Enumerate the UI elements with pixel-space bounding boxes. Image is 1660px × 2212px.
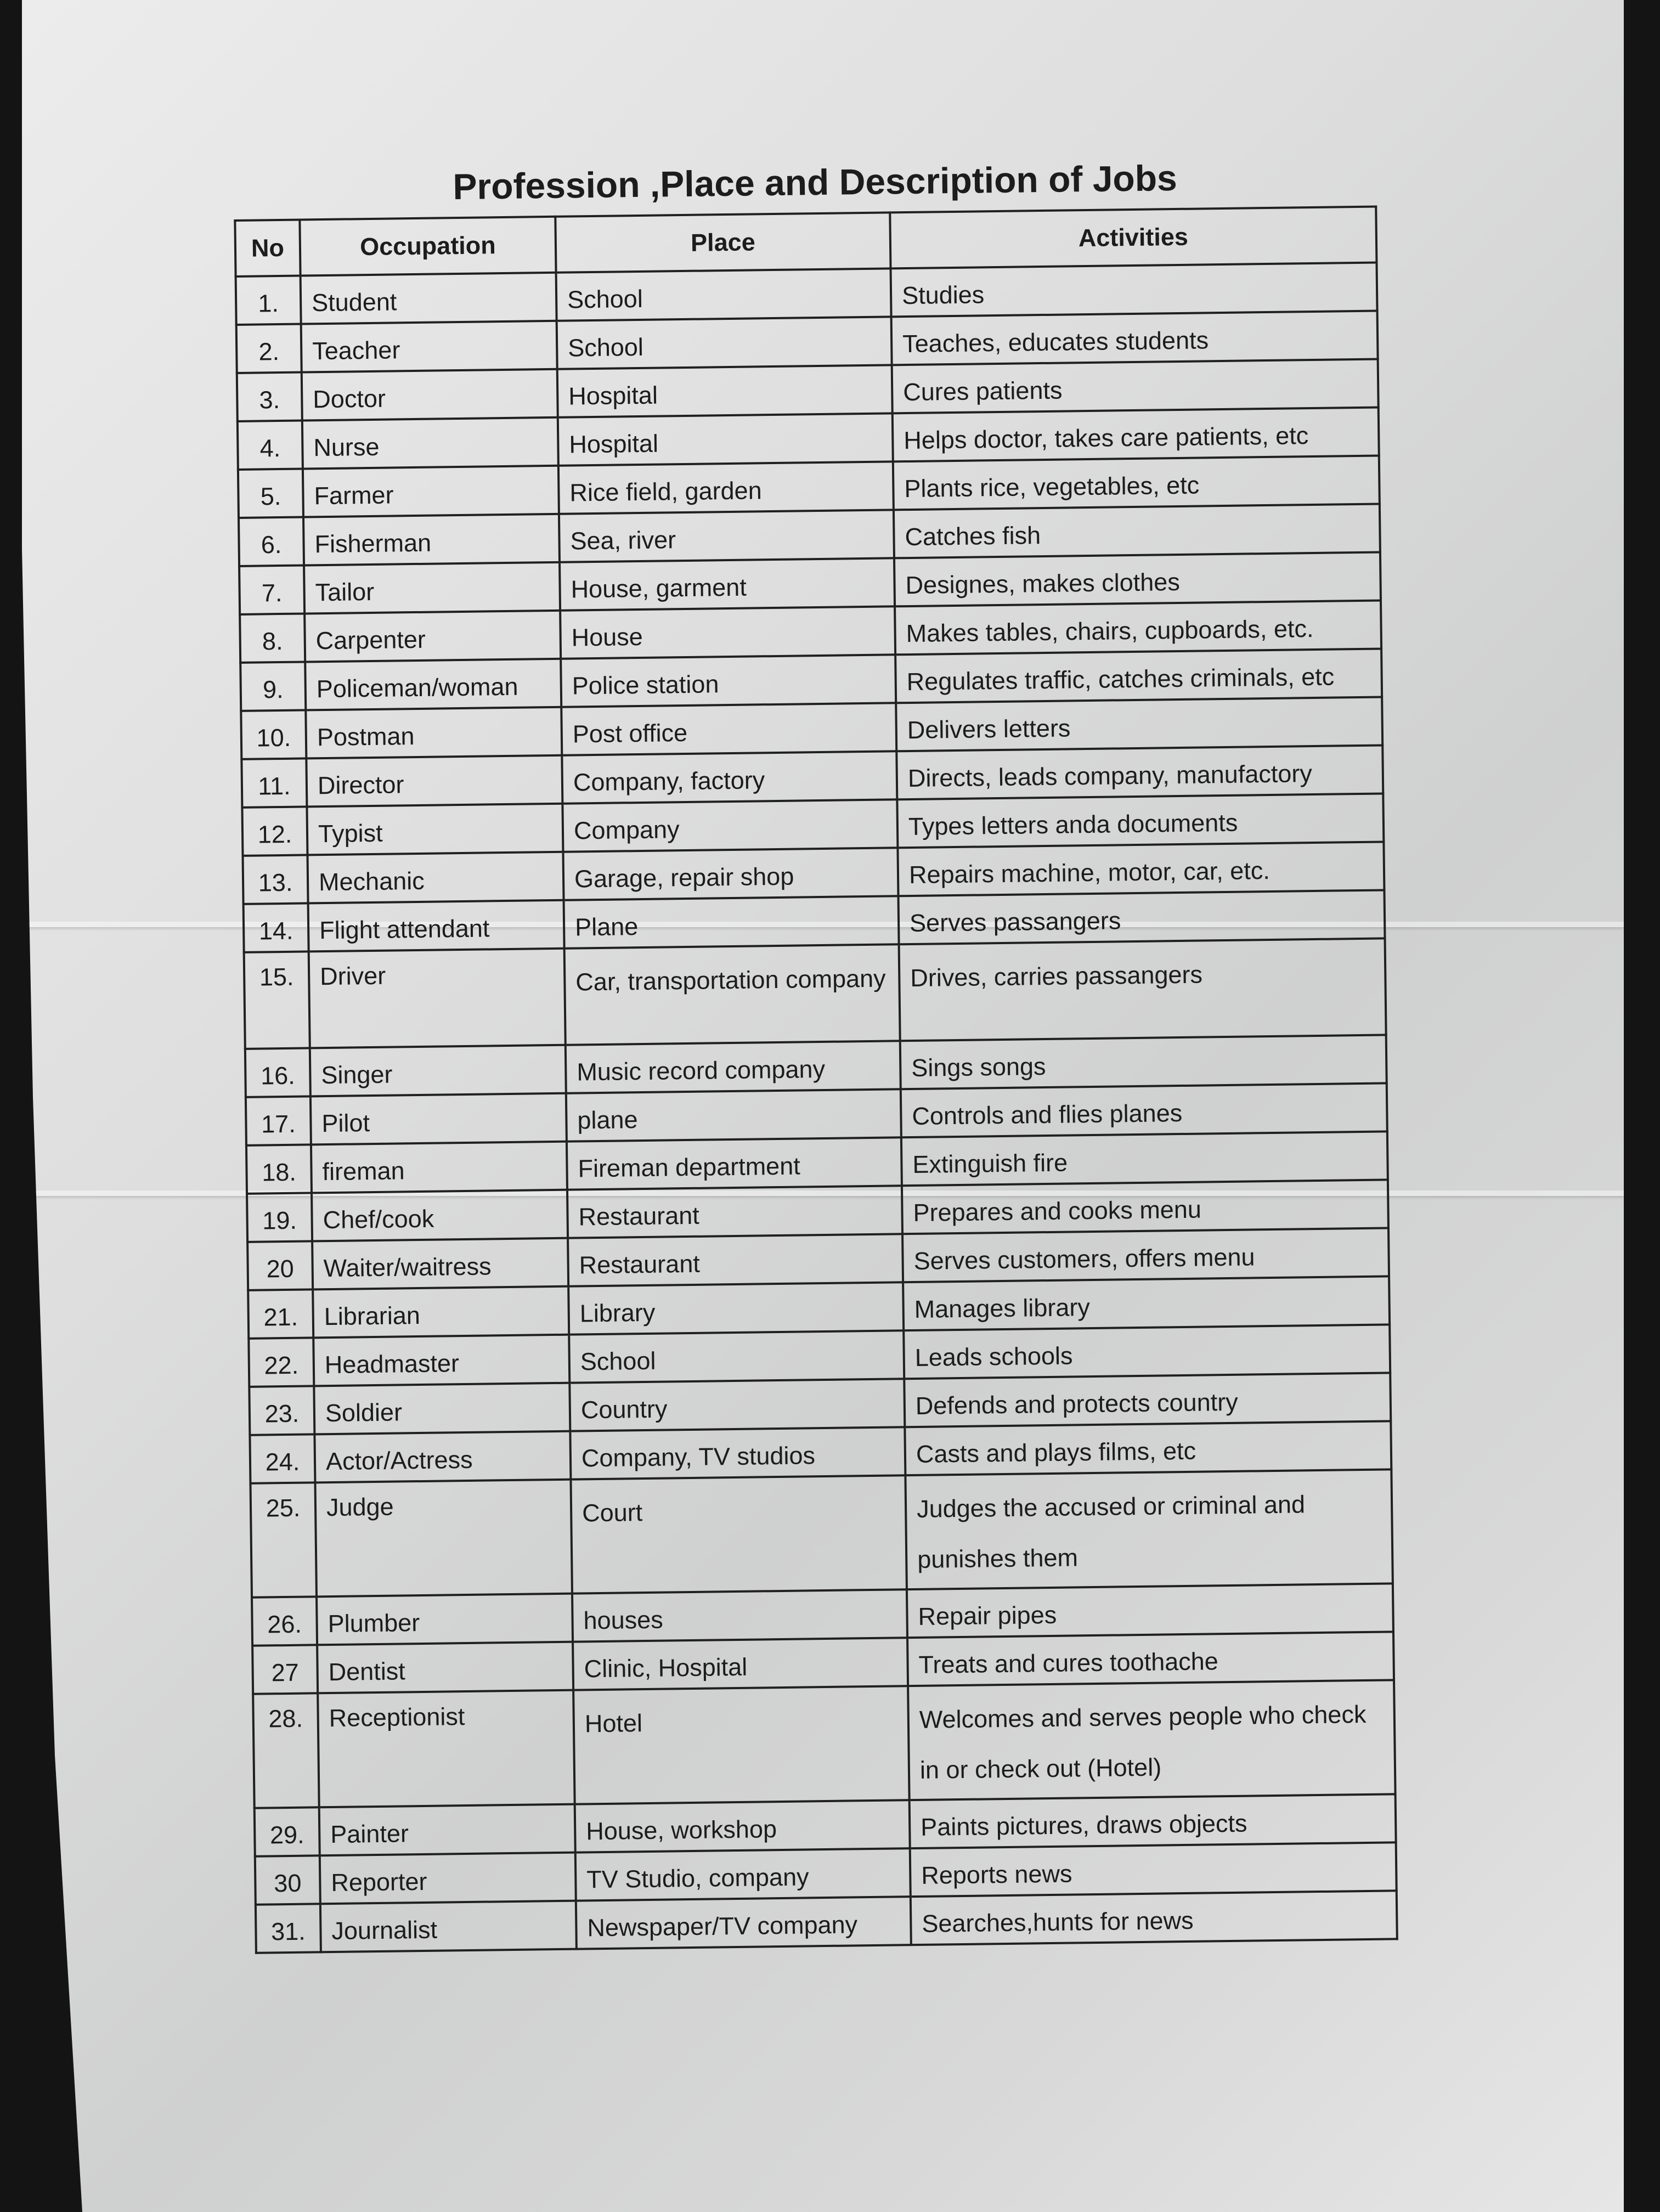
- header-no: No: [235, 220, 300, 276]
- row-number: 20: [247, 1241, 313, 1290]
- row-number: 16.: [245, 1048, 310, 1097]
- place-cell: School: [569, 1330, 904, 1383]
- activities-cell: Defends and protects country: [904, 1373, 1391, 1427]
- place-cell: Court: [571, 1475, 906, 1593]
- occupation-cell: Teacher: [301, 321, 557, 373]
- place-cell: Hospital: [558, 413, 893, 465]
- occupation-cell: Waiter/waitress: [312, 1238, 568, 1290]
- place-cell: Clinic, Hospital: [573, 1638, 908, 1690]
- occupation-cell: Painter: [319, 1804, 575, 1856]
- activities-cell: Manages library: [903, 1276, 1390, 1330]
- occupation-cell: Carpenter: [304, 611, 561, 662]
- row-number: 25.: [250, 1482, 317, 1597]
- activities-cell: Studies: [891, 263, 1377, 317]
- place-cell: Company: [562, 799, 897, 851]
- table-body: [236, 263, 1397, 1953]
- place-cell: Music record company: [566, 1041, 901, 1093]
- row-number: 23.: [249, 1386, 314, 1435]
- place-cell: Garage, repair shop: [563, 848, 898, 900]
- place-cell: Company, factory: [562, 751, 897, 803]
- row-number: 8.: [240, 613, 305, 662]
- activities-cell: Regulates traffic, catches criminals, etc: [895, 648, 1382, 703]
- row-number: 3.: [237, 373, 302, 421]
- header-place: Place: [555, 212, 890, 272]
- row-number: 30: [255, 1855, 320, 1904]
- place-cell: plane: [566, 1089, 901, 1141]
- place-cell: Hospital: [557, 365, 893, 417]
- occupation-cell: Typist: [307, 804, 563, 855]
- place-cell: Fireman department: [567, 1137, 902, 1189]
- occupation-cell: Policeman/woman: [305, 659, 561, 710]
- occupation-cell: Mechanic: [308, 852, 564, 904]
- place-cell: Restaurant: [568, 1234, 903, 1286]
- activities-cell: Treats and cures toothache: [907, 1632, 1394, 1686]
- jobs-table: [234, 206, 1398, 1954]
- place-cell: Company, TV studios: [570, 1427, 905, 1479]
- occupation-cell: Actor/Actress: [314, 1431, 571, 1483]
- occupation-cell: Flight attendant: [308, 900, 564, 952]
- place-cell: Newspaper/TV company: [576, 1897, 911, 1949]
- occupation-cell: Plumber: [317, 1594, 573, 1645]
- occupation-cell: Postman: [306, 707, 562, 759]
- place-cell: Restaurant: [567, 1186, 902, 1238]
- place-cell: House, garment: [560, 558, 895, 610]
- occupation-cell: Judge: [315, 1480, 572, 1597]
- activities-cell: Types letters anda documents: [897, 793, 1384, 848]
- activities-cell: Delivers letters: [896, 697, 1382, 751]
- row-number: 13.: [243, 855, 308, 904]
- row-number: 7.: [239, 565, 304, 614]
- activities-cell: Designes, makes clothes: [894, 552, 1381, 607]
- row-number: 17.: [246, 1096, 311, 1145]
- activities-cell: Casts and plays films, etc: [905, 1421, 1391, 1475]
- row-number: 10.: [241, 710, 306, 759]
- table-row: [253, 1680, 1395, 1808]
- activities-cell: Leads schools: [904, 1324, 1390, 1379]
- row-number: 5.: [238, 469, 303, 517]
- occupation-cell: Doctor: [302, 369, 558, 421]
- place-cell: Plane: [564, 896, 899, 948]
- place-cell: Rice field, garden: [558, 461, 894, 514]
- activities-cell: Serves passangers: [899, 890, 1385, 944]
- occupation-cell: Farmer: [303, 466, 559, 517]
- activities-cell: Reports news: [910, 1842, 1397, 1897]
- place-cell: TV Studio, company: [575, 1848, 911, 1900]
- place-cell: Car, transportation company: [564, 944, 900, 1045]
- row-number: 2.: [236, 324, 302, 373]
- row-number: 29.: [255, 1807, 320, 1856]
- place-cell: Country: [569, 1379, 905, 1431]
- activities-cell: Paints pictures, draws objects: [910, 1794, 1396, 1848]
- row-number: 12.: [242, 806, 307, 855]
- row-number: 14.: [244, 903, 309, 952]
- row-number: 28.: [253, 1693, 319, 1808]
- occupation-cell: fireman: [311, 1142, 567, 1193]
- place-cell: School: [556, 268, 891, 320]
- document-title: Profession ,Place and Description of Jobs: [453, 157, 1178, 207]
- header-occupation: Occupation: [300, 217, 556, 276]
- occupation-cell: Soldier: [314, 1383, 570, 1435]
- row-number: 15.: [244, 951, 310, 1048]
- row-number: 18.: [246, 1144, 312, 1193]
- occupation-cell: Headmaster: [313, 1335, 569, 1386]
- header-activities: Activities: [890, 207, 1376, 269]
- activities-cell: Serves customers, offers menu: [902, 1228, 1389, 1282]
- place-cell: Hotel: [573, 1686, 909, 1804]
- activities-cell: Cures patients: [892, 359, 1379, 414]
- row-number: 1.: [236, 276, 301, 325]
- activities-cell: Extinguish fire: [901, 1131, 1388, 1186]
- occupation-cell: Reporter: [320, 1853, 576, 1904]
- activities-cell: Makes tables, chairs, cupboards, etc.: [895, 601, 1381, 655]
- place-cell: Police station: [561, 654, 896, 707]
- activities-cell: Repair pipes: [907, 1583, 1393, 1638]
- row-number: 27: [252, 1645, 318, 1694]
- activities-cell: Controls and flies planes: [901, 1083, 1387, 1137]
- activities-cell: Prepares and cooks menu: [902, 1180, 1388, 1234]
- activities-cell: Sings songs: [900, 1035, 1387, 1089]
- occupation-cell: Driver: [309, 949, 566, 1048]
- occupation-cell: Director: [306, 755, 562, 807]
- occupation-cell: Receptionist: [318, 1690, 575, 1808]
- activities-cell: Judges the accused or criminal and punishes them: [905, 1469, 1392, 1589]
- row-number: 21.: [248, 1289, 313, 1338]
- occupation-cell: Chef/cook: [312, 1190, 568, 1242]
- place-cell: Library: [568, 1282, 904, 1334]
- occupation-cell: Nurse: [302, 417, 558, 469]
- occupation-cell: Dentist: [317, 1642, 573, 1694]
- occupation-cell: Journalist: [320, 1901, 577, 1953]
- activities-cell: Directs, leads company, manufactory: [896, 745, 1383, 799]
- activities-cell: Repairs machine, motor, car, etc.: [897, 842, 1384, 896]
- activities-cell: Helps doctor, takes care patients, etc: [893, 408, 1379, 462]
- place-cell: Sea, river: [559, 510, 894, 562]
- activities-cell: Searches,hunts for news: [911, 1891, 1397, 1945]
- occupation-cell: Tailor: [304, 562, 560, 614]
- row-number: 22.: [249, 1338, 314, 1386]
- row-number: 11.: [241, 758, 307, 807]
- row-number: 24.: [250, 1434, 315, 1483]
- place-cell: House, workshop: [575, 1800, 910, 1852]
- occupation-cell: Singer: [310, 1045, 566, 1097]
- row-number: 31.: [256, 1904, 321, 1953]
- place-cell: Post office: [561, 703, 896, 755]
- occupation-cell: Student: [301, 273, 557, 324]
- occupation-cell: Librarian: [313, 1286, 569, 1338]
- row-number: 6.: [239, 517, 304, 566]
- activities-cell: Plants rice, vegetables, etc: [893, 456, 1380, 510]
- jobs-document: [233, 145, 1396, 1954]
- activities-cell: Drives, carries passangers: [899, 938, 1386, 1041]
- activities-cell: Welcomes and serves people who check in or check out (Hotel): [908, 1680, 1395, 1800]
- table-row: [250, 1469, 1392, 1597]
- row-number: 26.: [252, 1596, 317, 1645]
- activities-cell: Teaches, educates students: [891, 311, 1378, 365]
- place-cell: House: [560, 606, 895, 658]
- occupation-cell: Fisherman: [303, 514, 560, 566]
- occupation-cell: Pilot: [310, 1093, 567, 1145]
- table-row: [244, 938, 1386, 1048]
- row-number: 19.: [247, 1193, 312, 1242]
- place-cell: houses: [572, 1589, 907, 1641]
- row-number: 9.: [240, 662, 306, 710]
- place-cell: School: [557, 317, 892, 369]
- row-number: 4.: [238, 420, 303, 469]
- activities-cell: Catches fish: [894, 504, 1380, 558]
